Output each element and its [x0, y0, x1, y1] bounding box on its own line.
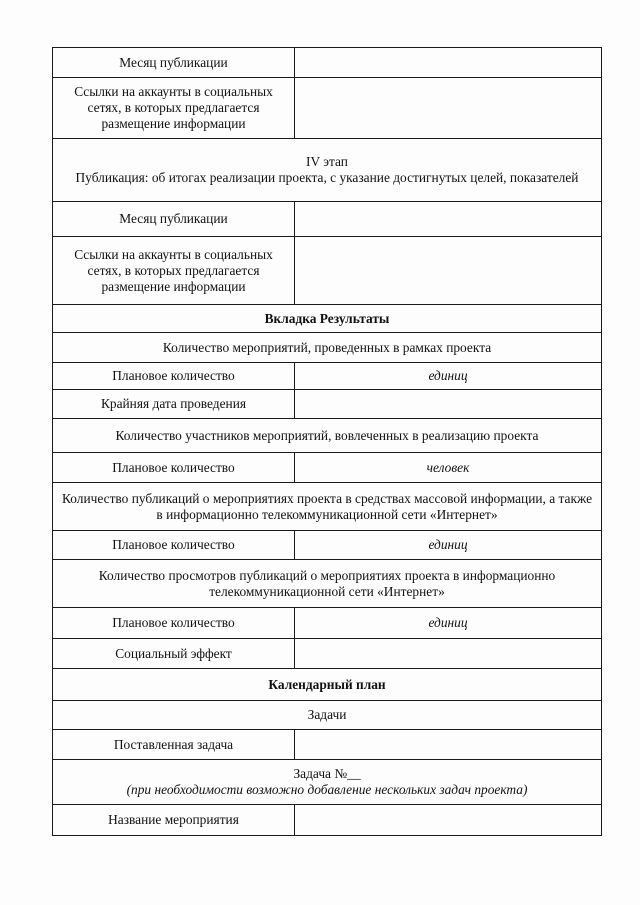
- planned-quantity-label: Плановое количество: [53, 608, 295, 639]
- table-row: [53, 730, 602, 760]
- social-links-field[interactable]: [295, 237, 602, 305]
- social-links-label: Ссылки на аккаунты в социальных сетях, в которых предлагается размещение информации: [53, 78, 295, 139]
- participants-count-heading: Количество участников мероприятий, вовлеченных в реализацию проекта: [53, 419, 602, 453]
- events-count-heading: Количество мероприятий, проведенных в рамках проекта: [53, 333, 602, 363]
- deadline-field[interactable]: [295, 390, 602, 419]
- views-count-heading: Количество просмотров публикаций о мероприятиях проекта в информационно телекоммуникационной сети «Интернет»: [53, 560, 602, 608]
- social-links-label: Ссылки на аккаунты в социальных сетях, в которых предлагается размещение информации: [53, 237, 295, 305]
- table-row: [53, 608, 602, 639]
- table-row: [53, 390, 602, 419]
- set-task-label: Поставленная задача: [53, 730, 295, 760]
- table-row: [53, 78, 602, 139]
- table-row: [53, 419, 602, 453]
- table-row: [53, 237, 602, 305]
- tasks-heading: Задачи: [53, 701, 602, 730]
- publication-month-field[interactable]: [295, 48, 602, 78]
- stage-4-header: [53, 139, 602, 202]
- table-row: [53, 48, 602, 78]
- table-row: [53, 202, 602, 237]
- publication-month-field[interactable]: [295, 202, 602, 237]
- application-form-table: [52, 47, 602, 836]
- events-planned-quantity-field[interactable]: единиц: [295, 363, 602, 390]
- views-planned-quantity-field[interactable]: единиц: [295, 608, 602, 639]
- set-task-field[interactable]: [295, 730, 602, 760]
- publication-month-label: Месяц публикации: [53, 202, 295, 237]
- stage-4-title: IV этап: [306, 154, 348, 169]
- calendar-plan-header: Календарный план: [53, 669, 602, 701]
- table-row: [53, 560, 602, 608]
- table-row: [53, 701, 602, 730]
- table-row: [53, 139, 602, 202]
- table-row: [53, 453, 602, 483]
- table-row: [53, 669, 602, 701]
- table-row: [53, 531, 602, 560]
- event-name-field[interactable]: [295, 805, 602, 836]
- social-effect-label: Социальный эффект: [53, 639, 295, 669]
- task-number-header: [53, 760, 602, 805]
- planned-quantity-label: Плановое количество: [53, 531, 295, 560]
- task-number-title: Задача №__: [293, 766, 361, 781]
- table-row: [53, 363, 602, 390]
- social-effect-field[interactable]: [295, 639, 602, 669]
- publications-planned-quantity-field[interactable]: единиц: [295, 531, 602, 560]
- table-row: [53, 483, 602, 531]
- deadline-label: Крайняя дата проведения: [53, 390, 295, 419]
- social-links-field[interactable]: [295, 78, 602, 139]
- table-row: [53, 760, 602, 805]
- table-row: [53, 805, 602, 836]
- table-row: [53, 333, 602, 363]
- publication-month-label: Месяц публикации: [53, 48, 295, 78]
- publications-count-heading: Количество публикаций о мероприятиях проекта в средствах массовой информации, а также в информационно телекоммуникационной сети «Интернет»: [53, 483, 602, 531]
- event-name-label: Название мероприятия: [53, 805, 295, 836]
- table-row: [53, 639, 602, 669]
- task-number-note: (при необходимости возможно добавление нескольких задач проекта): [126, 782, 528, 797]
- results-tab-header: Вкладка Результаты: [53, 305, 602, 333]
- planned-quantity-label: Плановое количество: [53, 363, 295, 390]
- stage-4-subtitle: Публикация: об итогах реализации проекта, с указание достигнутых целей, показателей: [75, 170, 579, 185]
- planned-quantity-label: Плановое количество: [53, 453, 295, 483]
- table-row: [53, 305, 602, 333]
- participants-planned-quantity-field[interactable]: человек: [295, 453, 602, 483]
